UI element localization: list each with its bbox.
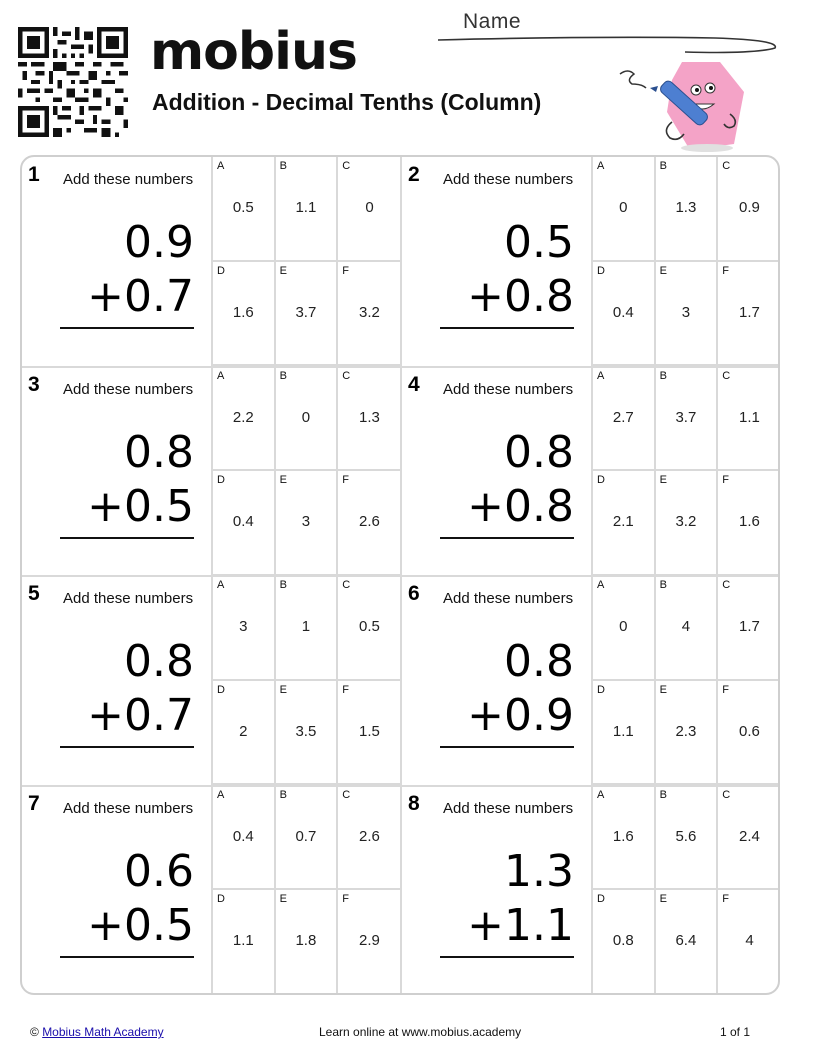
answer-option-c[interactable] (338, 786, 401, 891)
answer-option-a[interactable] (213, 576, 276, 681)
answer-letter: D (217, 264, 225, 277)
answer-option-c[interactable] (718, 576, 780, 681)
mobius-academy-link[interactable]: Mobius Math Academy (42, 1025, 164, 1039)
answer-value: 6.4 (675, 932, 697, 949)
answer-value: 2.1 (612, 513, 634, 530)
answer-letter: C (342, 788, 351, 801)
answer-value: 1 (301, 618, 311, 635)
addend-bottom: +0.9 (467, 690, 574, 741)
addend-top: 0.6 (124, 845, 194, 897)
answer-letter: F (342, 893, 349, 905)
answer-option-d[interactable] (593, 890, 656, 995)
answer-option-d[interactable] (213, 681, 276, 786)
answer-option-a[interactable] (593, 786, 656, 891)
answer-letter: B (659, 369, 667, 382)
problem-instruction: Add these numbers (443, 590, 574, 607)
footer-center: Learn online at www.mobius.academy (319, 1025, 522, 1039)
sum-rule (60, 956, 194, 958)
answer-value: 0.5 (359, 618, 380, 635)
answer-value: 1.5 (359, 722, 380, 740)
answer-letter: B (659, 160, 667, 172)
problem-instruction: Add these numbers (63, 171, 194, 188)
answer-option-b[interactable] (656, 367, 719, 472)
problem-instruction: Add these numbers (63, 380, 194, 398)
addend-top: 0.8 (504, 426, 574, 478)
problem-card (402, 157, 780, 366)
answer-letter: D (217, 683, 225, 696)
answer-value: 2.6 (359, 827, 380, 845)
answer-letter: B (279, 369, 287, 382)
answer-option-a[interactable] (593, 367, 656, 472)
answer-option-f[interactable] (718, 262, 780, 367)
answer-letter: E (279, 893, 287, 905)
answer-value: 1.1 (295, 199, 317, 216)
addend-top: 0.9 (124, 217, 194, 268)
answer-letter: E (659, 264, 667, 277)
addend-bottom: +1.1 (467, 899, 574, 951)
answer-choices (591, 576, 780, 785)
problem-instruction: Add these numbers (443, 380, 574, 398)
answer-option-e[interactable] (656, 471, 719, 576)
addend-bottom: +0.5 (87, 480, 194, 532)
footer-left (30, 1025, 164, 1039)
problem-instruction: Add these numbers (63, 590, 194, 607)
problem-card (402, 786, 780, 995)
problem-number: 1 (28, 163, 40, 186)
answer-value: 0.4 (232, 513, 254, 530)
answer-value: 0.4 (612, 303, 634, 321)
answer-letter: C (722, 369, 731, 382)
answer-value: 1.3 (675, 199, 697, 216)
answer-letter: F (722, 264, 729, 277)
answer-letter: E (279, 683, 287, 696)
problem-grid (20, 155, 780, 995)
answer-value: 3.2 (675, 513, 697, 530)
answer-value: 0.7 (295, 827, 317, 845)
answer-option-f[interactable] (338, 890, 401, 995)
answer-option-a[interactable] (593, 576, 656, 681)
problem-instruction: Add these numbers (63, 799, 194, 817)
answer-letter: F (722, 683, 729, 696)
answer-letter: C (722, 579, 731, 591)
answer-option-e[interactable] (276, 890, 339, 995)
answer-letter: D (217, 474, 225, 486)
answer-value: 1.6 (232, 303, 254, 321)
answer-value: 4 (745, 932, 754, 949)
problem-number: 8 (408, 791, 420, 815)
answer-letter: E (279, 264, 287, 277)
answer-value: 0 (619, 618, 628, 635)
answer-value: 1.1 (612, 722, 634, 740)
sum-rule (60, 537, 194, 539)
answer-choices (211, 786, 401, 995)
answer-choices (591, 367, 780, 576)
grid-row-divider (22, 785, 780, 787)
answer-letter: A (217, 160, 225, 172)
problem-card (22, 157, 401, 366)
answer-option-b[interactable] (276, 367, 339, 472)
answer-value: 3.7 (675, 408, 697, 426)
answer-value: 3.5 (295, 722, 317, 740)
answer-option-b[interactable] (276, 576, 339, 681)
addend-bottom: +0.8 (467, 271, 574, 322)
answer-option-e[interactable] (656, 890, 719, 995)
answer-option-e[interactable] (656, 681, 719, 786)
answer-letter: E (659, 893, 667, 905)
addend-top: 1.3 (504, 845, 574, 897)
sum-rule (60, 327, 194, 329)
answer-letter: E (659, 683, 667, 696)
answer-option-d[interactable] (213, 262, 276, 367)
answer-option-c[interactable] (718, 786, 780, 891)
answer-letter: D (597, 893, 605, 905)
answer-option-d[interactable] (213, 890, 276, 995)
sum-rule (60, 746, 194, 748)
answer-value: 0 (365, 199, 374, 216)
answer-value: 4 (681, 618, 691, 635)
grid-row-divider (22, 366, 780, 368)
answer-letter: D (597, 683, 605, 696)
answer-choices (591, 786, 780, 995)
answer-value: 3 (681, 303, 691, 321)
problem-card (402, 367, 780, 576)
answer-value: 1.8 (295, 932, 317, 949)
answer-value: 0 (301, 408, 311, 426)
copyright-symbol: © (30, 1025, 39, 1039)
answer-option-e[interactable] (276, 262, 339, 367)
answer-letter: C (342, 369, 351, 382)
answer-option-a[interactable] (213, 367, 276, 472)
problem-instruction: Add these numbers (443, 171, 574, 188)
answer-value: 0.4 (232, 827, 254, 845)
answer-letter: A (217, 369, 225, 382)
problem-instruction: Add these numbers (443, 799, 574, 817)
answer-letter: C (342, 579, 351, 591)
problem-card (22, 576, 401, 785)
sum-rule (440, 327, 574, 329)
answer-option-d[interactable] (593, 471, 656, 576)
addend-top: 0.8 (124, 636, 194, 687)
answer-option-a[interactable] (593, 157, 656, 262)
answer-value: 2.2 (232, 408, 254, 426)
answer-option-d[interactable] (213, 471, 276, 576)
answer-option-f[interactable] (718, 890, 780, 995)
sum-rule (440, 746, 574, 748)
answer-value: 0.8 (612, 932, 634, 949)
answer-option-f[interactable] (718, 471, 780, 576)
answer-option-c[interactable] (718, 157, 780, 262)
problem-number: 3 (28, 372, 40, 396)
answer-letter: B (279, 579, 287, 591)
answer-letter: B (279, 160, 287, 172)
answer-value: 2.4 (739, 827, 760, 845)
answer-option-b[interactable] (276, 157, 339, 262)
answer-letter: A (597, 369, 605, 382)
problem-number: 5 (28, 582, 40, 605)
answer-value: 0.9 (739, 199, 760, 216)
addend-bottom: +0.7 (87, 271, 194, 322)
sum-rule (440, 537, 574, 539)
answer-value: 2.7 (612, 408, 634, 426)
answer-option-b[interactable] (276, 786, 339, 891)
answer-letter: F (342, 264, 349, 277)
addend-bottom: +0.7 (87, 690, 194, 741)
answer-letter: F (722, 893, 729, 905)
answer-letter: A (597, 579, 605, 591)
answer-value: 2 (239, 722, 248, 740)
answer-value: 1.7 (739, 303, 760, 321)
answer-letter: E (279, 474, 287, 486)
answer-option-c[interactable] (338, 576, 401, 681)
answer-option-e[interactable] (276, 471, 339, 576)
sum-rule (440, 956, 574, 958)
problem-number: 4 (408, 372, 420, 396)
problem-card (402, 576, 780, 785)
page-title: Addition - Decimal Tenths (Column) (152, 89, 542, 115)
answer-value: 3.7 (295, 303, 317, 321)
answer-option-d[interactable] (593, 681, 656, 786)
addend-bottom: +0.5 (87, 899, 194, 951)
answer-value: 0.6 (739, 722, 760, 740)
answer-letter: B (279, 788, 287, 801)
answer-value: 1.1 (232, 932, 254, 949)
name-label: Name (463, 10, 522, 33)
grid-row-divider (22, 575, 780, 577)
answer-value: 1.3 (359, 408, 380, 426)
answer-letter: F (722, 474, 729, 486)
answer-option-c[interactable] (718, 367, 780, 472)
answer-choices (211, 576, 401, 785)
answer-option-e[interactable] (656, 262, 719, 367)
answer-value: 1.6 (612, 827, 634, 845)
answer-option-c[interactable] (338, 157, 401, 262)
answer-value: 1.7 (739, 618, 760, 635)
answer-option-f[interactable] (338, 262, 401, 367)
answer-letter: A (597, 788, 605, 801)
answer-letter: C (722, 788, 731, 801)
answer-option-f[interactable] (338, 681, 401, 786)
answer-value: 0 (619, 199, 628, 216)
answer-letter: D (597, 474, 605, 486)
problem-number: 7 (28, 791, 40, 815)
mascot-crayon-icon (612, 52, 752, 157)
answer-value: 3 (301, 513, 311, 530)
answer-letter: C (342, 160, 351, 172)
answer-option-b[interactable] (656, 786, 719, 891)
answer-option-c[interactable] (338, 367, 401, 472)
answer-choices (211, 157, 401, 366)
answer-value: 1.6 (739, 513, 760, 530)
answer-choices (211, 367, 401, 576)
answer-option-b[interactable] (656, 576, 719, 681)
answer-option-e[interactable] (276, 681, 339, 786)
addend-top: 0.8 (124, 426, 194, 478)
answer-value: 2.6 (359, 513, 380, 530)
answer-value: 2.3 (675, 722, 697, 740)
answer-option-b[interactable] (656, 157, 719, 262)
answer-letter: F (342, 474, 349, 486)
answer-letter: A (597, 160, 605, 172)
answer-letter: D (597, 264, 605, 277)
problem-card (22, 367, 401, 576)
page-number: 1 of 1 (720, 1025, 751, 1039)
addend-top: 0.5 (504, 217, 574, 268)
problem-number: 2 (408, 163, 420, 186)
answer-value: 2.9 (359, 932, 380, 949)
problem-number: 6 (408, 582, 420, 605)
answer-letter: E (659, 474, 667, 486)
problem-card (22, 786, 401, 995)
answer-value: 3 (239, 618, 248, 635)
answer-option-f[interactable] (718, 681, 780, 786)
answer-value: 1.1 (739, 408, 760, 426)
answer-letter: B (659, 788, 667, 801)
answer-value: 3.2 (359, 303, 380, 321)
answer-value: 5.6 (675, 827, 697, 845)
answer-option-a[interactable] (213, 786, 276, 891)
answer-letter: F (342, 683, 349, 696)
answer-choices (591, 157, 780, 366)
answer-option-f[interactable] (338, 471, 401, 576)
answer-value: 0.5 (232, 199, 254, 216)
addend-bottom: +0.8 (467, 480, 574, 532)
answer-letter: B (659, 579, 667, 591)
answer-letter: A (217, 579, 225, 591)
answer-option-d[interactable] (593, 262, 656, 367)
answer-letter: D (217, 893, 225, 905)
answer-letter: A (217, 788, 225, 801)
answer-option-a[interactable] (213, 157, 276, 262)
qr-code-icon (18, 27, 128, 137)
addend-top: 0.8 (504, 636, 574, 687)
brand-logo: mobius (150, 22, 357, 82)
answer-letter: C (722, 160, 731, 172)
